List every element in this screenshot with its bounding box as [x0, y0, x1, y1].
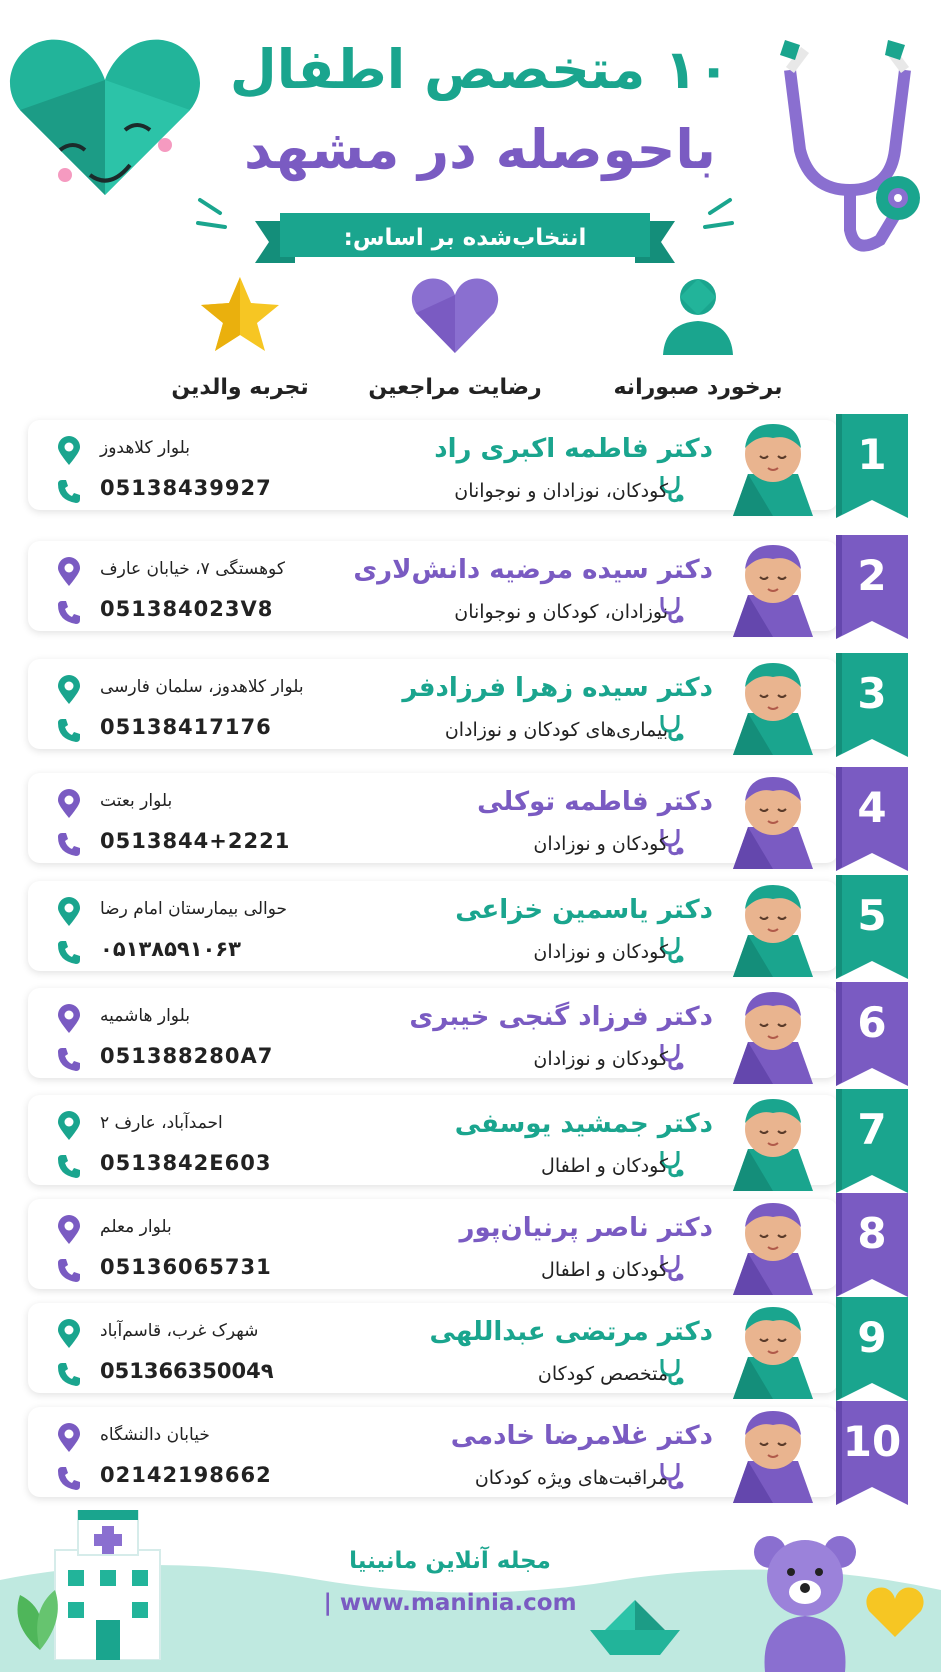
doctor-row [28, 1089, 908, 1189]
small-heart-icon [865, 1585, 925, 1640]
hospital-icon [50, 1510, 165, 1660]
website-link[interactable]: | www.maninia.com [323, 1590, 577, 1616]
criteria-label: برخورد صبورانه [613, 375, 783, 400]
paper-boat-icon [590, 1600, 680, 1660]
doctor-phone[interactable]: 02142198662 [100, 1463, 272, 1487]
criteria-item-experience [140, 275, 340, 400]
doctor-row [28, 767, 908, 867]
phone-icon [56, 1153, 82, 1179]
sparkle-lines-left [195, 195, 240, 235]
page-subtitle: باحوصله در مشهد [244, 118, 716, 181]
smiling-heart-icon [5, 25, 205, 205]
doctor-name: دکتر مرتضی عبداللهی [429, 1317, 713, 1347]
doctor-address: شهرک غرب، قاسم‌آباد [100, 1321, 259, 1341]
phone-icon [56, 1361, 82, 1387]
criteria-label: تجربه والدین [171, 375, 309, 400]
doctor-address: بلوار کلاهدوز [100, 438, 191, 458]
location-pin-icon [56, 557, 82, 587]
location-pin-icon [56, 1319, 82, 1349]
doctor-row [28, 653, 908, 753]
rank-number: 7 [857, 1105, 887, 1154]
rank-ribbon [836, 1401, 908, 1505]
doctor-address: بلوار بعتت [100, 791, 173, 811]
rank-number: 9 [857, 1313, 887, 1362]
rank-number: 4 [857, 783, 887, 832]
doctor-phone[interactable]: 0513842E603 [100, 1151, 272, 1175]
doctor-phone[interactable]: 0513844+2221 [100, 829, 291, 853]
doctor-row [28, 1193, 908, 1293]
doctor-phone[interactable]: 05136635004۹ [100, 1359, 274, 1383]
doctor-row [28, 414, 908, 514]
patient-person-icon [653, 275, 743, 355]
criteria-item-patience [598, 275, 798, 400]
phone-icon [56, 717, 82, 743]
doctor-row [28, 875, 908, 975]
doctor-name: دکتر جمشید یوسفی [454, 1109, 713, 1139]
location-pin-icon [56, 1423, 82, 1453]
location-pin-icon [56, 1215, 82, 1245]
doctor-name: دکتر ناصر پرنیان‌پور [459, 1213, 713, 1243]
doctor-specialty: بیماری‌های کودکان و نوزادان [444, 719, 668, 741]
doctor-specialty: کودکان و اطفال [541, 1155, 668, 1177]
doctor-address: کوهستگی ۷، خیابان عارف [100, 559, 285, 579]
phone-icon [56, 1465, 82, 1491]
sparkle-lines-right [690, 195, 735, 235]
doctor-specialty: کودکان و نوزادان [533, 941, 668, 963]
doctor-row [28, 535, 908, 635]
doctor-specialty: کودکان، نوزادان و نوجوانان [454, 480, 668, 502]
doctor-phone[interactable]: 05138439927 [100, 476, 272, 500]
doctor-name: دکتر سیده مرضیه دانش‌لاری [353, 555, 713, 585]
location-pin-icon [56, 897, 82, 927]
rank-number: 6 [857, 998, 887, 1047]
doctor-row [28, 1401, 908, 1501]
doctor-address: بلوار کلاهدوز، سلمان فارسی [100, 677, 304, 697]
phone-icon [56, 1257, 82, 1283]
doctor-phone[interactable]: 051388280A7 [100, 1044, 274, 1068]
doctor-specialty: مراقبت‌های ویژه کودکان [474, 1467, 668, 1489]
rank-ribbon [836, 1089, 908, 1193]
doctor-specialty: کودکان و نوزادان [533, 1048, 668, 1070]
doctor-address: خیابان دالنشگاه [100, 1425, 210, 1445]
doctor-name: دکتر یاسمین خزاعی [455, 895, 713, 925]
doctor-name: دکتر فرزاد گنجی خیبری [409, 1002, 713, 1032]
rank-ribbon [836, 982, 908, 1086]
rank-number: 8 [857, 1209, 887, 1258]
location-pin-icon [56, 789, 82, 819]
origami-baby-icon [728, 769, 818, 869]
origami-baby-icon [728, 1403, 818, 1503]
origami-baby-icon [728, 416, 818, 516]
leaf-icon [10, 1580, 65, 1650]
rank-number: 1 [857, 430, 887, 479]
doctor-phone[interactable]: 05136065731 [100, 1255, 272, 1279]
criteria-banner [255, 213, 675, 263]
origami-baby-icon [728, 655, 818, 755]
phone-icon [56, 478, 82, 504]
criteria-label: رضایت مراجعین [368, 375, 542, 400]
phone-icon [56, 939, 82, 965]
origami-baby-icon [728, 877, 818, 977]
location-pin-icon [56, 1111, 82, 1141]
origami-baby-icon [728, 1299, 818, 1399]
stethoscope-icon [770, 40, 930, 270]
doctor-specialty: نوزادان، کودکان و نوجوانان [454, 601, 668, 623]
doctor-address: بلوار هاشمیه [100, 1006, 190, 1026]
location-pin-icon [56, 436, 82, 466]
doctor-address: احمدآباد، عارف ۲ [100, 1113, 223, 1133]
doctor-address: حوالی بیمارستان امام رضا [100, 899, 288, 919]
doctor-address: بلوار معلم [100, 1217, 172, 1237]
origami-baby-icon [728, 984, 818, 1084]
rank-number: 5 [857, 891, 887, 940]
doctor-name: دکتر غلامرضا خادمی [450, 1421, 713, 1451]
teddy-bear-icon [745, 1530, 865, 1672]
phone-icon [56, 831, 82, 857]
doctor-name: دکتر سیده زهرا فرزادفر [402, 673, 713, 703]
rank-number: 10 [842, 1417, 902, 1466]
phone-icon [56, 599, 82, 625]
banner-label: انتخاب‌شده بر اساس: [343, 225, 587, 251]
rank-number: 2 [857, 551, 887, 600]
doctor-row [28, 982, 908, 1082]
doctor-specialty: کودکان و اطفال [541, 1259, 668, 1281]
origami-baby-icon [728, 537, 818, 637]
doctor-phone[interactable]: 05138417176 [100, 715, 272, 739]
doctor-specialty: کودکان و نوزادان [533, 833, 668, 855]
doctor-phone[interactable]: 051384023V8 [100, 597, 274, 621]
origami-baby-icon [728, 1091, 818, 1191]
heart-icon [410, 275, 500, 355]
location-pin-icon [56, 1004, 82, 1034]
star-icon [195, 275, 285, 355]
doctor-name: دکتر فاطمه توکلی [477, 787, 713, 817]
rank-ribbon [836, 653, 908, 757]
phone-icon [56, 1046, 82, 1072]
page-title: ۱۰ متخصص اطفال [229, 38, 731, 101]
magazine-name: مجله آنلاین مانینیا [349, 1548, 551, 1574]
doctor-row [28, 1297, 908, 1397]
doctor-specialty: متخصص کودکان [537, 1363, 668, 1385]
location-pin-icon [56, 675, 82, 705]
criteria-item-satisfaction [355, 275, 555, 400]
doctor-phone[interactable]: ۰۵۱۳۸۵۹۱۰۶۳ [100, 937, 241, 961]
rank-ribbon [836, 875, 908, 979]
rank-ribbon [836, 1193, 908, 1297]
rank-number: 3 [857, 669, 887, 718]
doctor-name: دکتر فاطمه اکبری راد [434, 434, 713, 464]
rank-ribbon [836, 535, 908, 639]
rank-ribbon [836, 767, 908, 871]
rank-ribbon [836, 1297, 908, 1401]
rank-ribbon [836, 414, 908, 518]
origami-baby-icon [728, 1195, 818, 1295]
